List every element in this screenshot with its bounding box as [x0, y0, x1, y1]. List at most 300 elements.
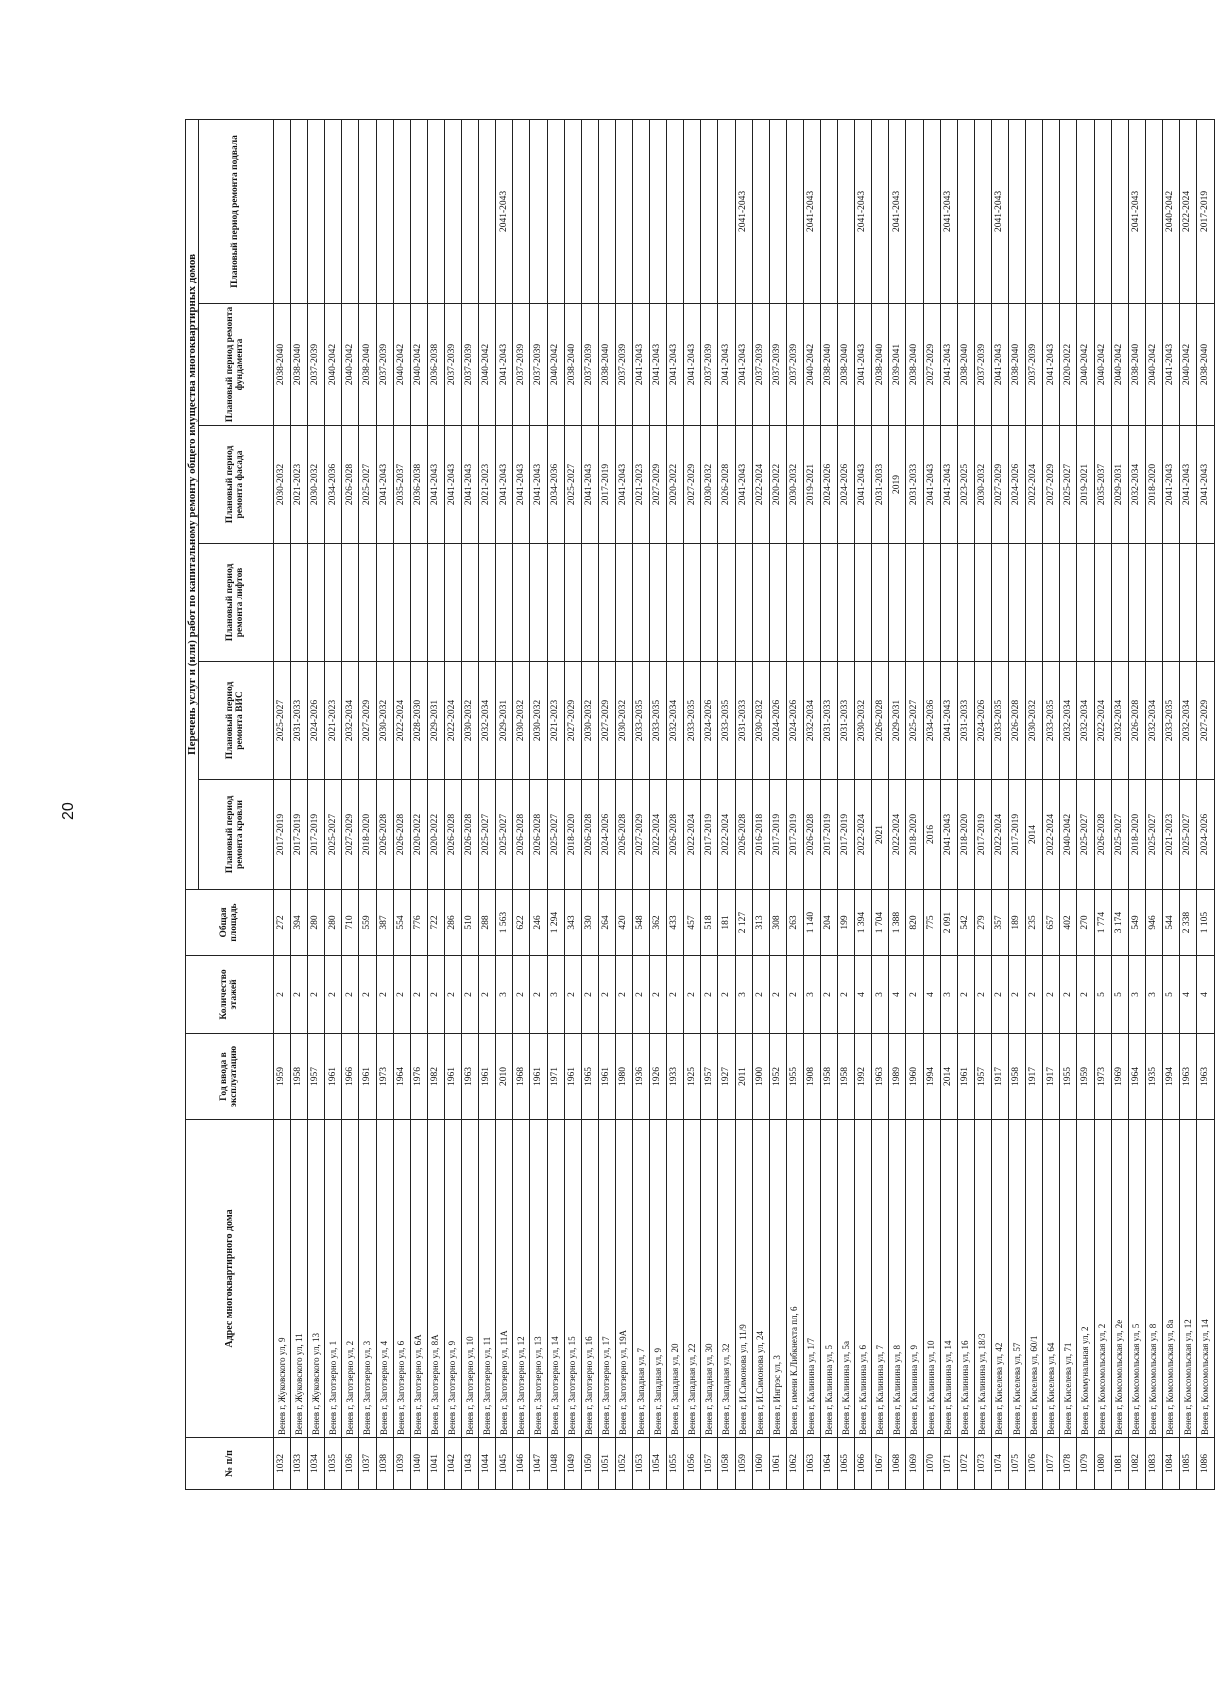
- cell-num: 1066: [855, 1438, 872, 1490]
- cell-lifts: [513, 544, 530, 662]
- cell-engineering: 2031-2033: [821, 662, 838, 780]
- cell-lifts: [1043, 544, 1060, 662]
- cell-floors: 2: [325, 956, 342, 1034]
- cell-floors: 2: [342, 956, 359, 1034]
- cell-num: 1046: [513, 1438, 530, 1490]
- cell-lifts: [1145, 544, 1162, 662]
- cell-area: 710: [342, 890, 359, 956]
- cell-num: 1082: [1128, 1438, 1145, 1490]
- cell-basement: [564, 119, 581, 303]
- cell-basement: 2041-2043: [991, 119, 1008, 303]
- cell-lifts: [427, 544, 444, 662]
- cell-roof: 2017-2019: [786, 780, 803, 890]
- table-row: [410, 119, 427, 1489]
- cell-address: Венев г, Жуковского ул, 11: [291, 1120, 308, 1438]
- cell-address: Венев г, Калинина ул, 6: [855, 1120, 872, 1438]
- cell-address: Венев г, Комсомольская ул, 14: [1197, 1120, 1215, 1438]
- cell-facade: 2036-2038: [410, 426, 427, 544]
- cell-facade: 2032-2034: [1128, 426, 1145, 544]
- cell-num: 1051: [598, 1438, 615, 1490]
- cell-basement: [547, 119, 564, 303]
- table-row: [735, 119, 752, 1489]
- cell-roof: 2024-2026: [1197, 780, 1215, 890]
- cell-facade: 2022-2024: [752, 426, 769, 544]
- cell-num: 1033: [291, 1438, 308, 1490]
- cell-num: 1074: [991, 1438, 1008, 1490]
- cell-lifts: [906, 544, 923, 662]
- table-row: [274, 119, 291, 1489]
- cell-address: Венев г, Комсомольская ул, 8: [1145, 1120, 1162, 1438]
- cell-num: 1054: [650, 1438, 667, 1490]
- cell-num: 1042: [444, 1438, 461, 1490]
- cell-floors: 2: [393, 956, 410, 1034]
- cell-lifts: [1111, 544, 1128, 662]
- cell-address: Венев г, Заготзерно ул, 10: [462, 1120, 479, 1438]
- cell-engineering: 2027-2029: [359, 662, 376, 780]
- cell-num: 1068: [889, 1438, 906, 1490]
- cell-floors: 2: [752, 956, 769, 1034]
- cell-foundation: 2041-2043: [718, 304, 735, 426]
- cell-year: 1969: [1111, 1034, 1128, 1120]
- cell-basement: [479, 119, 496, 303]
- cell-lifts: [547, 544, 564, 662]
- cell-year: 1966: [342, 1034, 359, 1120]
- cell-facade: 2041-2043: [496, 426, 513, 544]
- cell-lifts: [530, 544, 547, 662]
- cell-address: Венев г, Калинина ул, 10: [923, 1120, 940, 1438]
- cell-floors: 4: [855, 956, 872, 1034]
- table-row: [1026, 119, 1043, 1489]
- header-roof: Плановый период ремонта кровли: [199, 780, 274, 890]
- cell-basement: [632, 119, 649, 303]
- cell-floors: 3: [496, 956, 513, 1034]
- cell-floors: 2: [479, 956, 496, 1034]
- cell-engineering: 2033-2035: [1043, 662, 1060, 780]
- cell-floors: 2: [718, 956, 735, 1034]
- cell-roof: 2016-2018: [752, 780, 769, 890]
- cell-facade: 2025-2027: [359, 426, 376, 544]
- cell-area: 279: [974, 890, 991, 956]
- cell-year: 1958: [291, 1034, 308, 1120]
- cell-roof: 2022-2024: [855, 780, 872, 890]
- cell-basement: [359, 119, 376, 303]
- cell-facade: 2023-2025: [957, 426, 974, 544]
- cell-floors: 3: [1128, 956, 1145, 1034]
- cell-roof: 2017-2019: [308, 780, 325, 890]
- cell-facade: 2041-2043: [1162, 426, 1179, 544]
- table-row: [786, 119, 803, 1489]
- cell-area: 272: [274, 890, 291, 956]
- cell-facade: 2041-2043: [462, 426, 479, 544]
- cell-basement: [291, 119, 308, 303]
- rotated-table-wrapper: [185, 120, 1215, 1490]
- cell-address: Венев г, Калинина ул, 1/7: [803, 1120, 820, 1438]
- cell-basement: [1043, 119, 1060, 303]
- cell-basement: 2017-2019: [1197, 119, 1215, 303]
- cell-floors: 2: [684, 956, 701, 1034]
- cell-facade: 2041-2043: [427, 426, 444, 544]
- cell-year: 1917: [1026, 1034, 1043, 1120]
- table-row: [906, 119, 923, 1489]
- cell-facade: 2026-2028: [342, 426, 359, 544]
- cell-area: 1 388: [889, 890, 906, 956]
- cell-foundation: 2037-2039: [974, 304, 991, 426]
- cell-basement: [410, 119, 427, 303]
- cell-facade: 2024-2026: [1009, 426, 1026, 544]
- cell-roof: 2025-2027: [1111, 780, 1128, 890]
- cell-facade: 2025-2027: [564, 426, 581, 544]
- table-row: [530, 119, 547, 1489]
- cell-num: 1034: [308, 1438, 325, 1490]
- cell-basement: [342, 119, 359, 303]
- header-engineering: Плановый период ремонта ВИС: [199, 662, 274, 780]
- cell-floors: 2: [1026, 956, 1043, 1034]
- cell-lifts: [564, 544, 581, 662]
- cell-facade: 2026-2028: [718, 426, 735, 544]
- cell-lifts: [598, 544, 615, 662]
- cell-year: 1961: [564, 1034, 581, 1120]
- cell-facade: 2019-2021: [1077, 426, 1094, 544]
- cell-engineering: 2028-2030: [410, 662, 427, 780]
- cell-floors: 2: [786, 956, 803, 1034]
- cell-basement: 2041-2043: [803, 119, 820, 303]
- cell-lifts: [444, 544, 461, 662]
- cell-facade: 2024-2026: [821, 426, 838, 544]
- cell-basement: 2022-2024: [1179, 119, 1196, 303]
- cell-floors: 2: [650, 956, 667, 1034]
- cell-engineering: 2024-2026: [701, 662, 718, 780]
- cell-floors: 2: [769, 956, 786, 1034]
- cell-address: Венев г, Киселева ул, 57: [1009, 1120, 1026, 1438]
- cell-facade: 2030-2032: [308, 426, 325, 544]
- header-foundation: Плановый период ремонта фундамента: [199, 304, 274, 426]
- cell-foundation: 2038-2040: [274, 304, 291, 426]
- cell-address: Венев г, Заготзерно ул, 16: [581, 1120, 598, 1438]
- cell-roof: 2026-2028: [444, 780, 461, 890]
- cell-foundation: 2037-2039: [581, 304, 598, 426]
- cell-roof: 2021-2023: [1162, 780, 1179, 890]
- cell-year: 1958: [821, 1034, 838, 1120]
- cell-num: 1079: [1077, 1438, 1094, 1490]
- table-row: [889, 119, 906, 1489]
- cell-engineering: 2033-2035: [718, 662, 735, 780]
- cell-engineering: 2032-2034: [1111, 662, 1128, 780]
- cell-engineering: 2041-2043: [940, 662, 957, 780]
- cell-year: 1968: [513, 1034, 530, 1120]
- cell-year: 1955: [1060, 1034, 1077, 1120]
- cell-floors: 2: [1077, 956, 1094, 1034]
- cell-floors: 2: [1009, 956, 1026, 1034]
- cell-area: 420: [615, 890, 632, 956]
- cell-floors: 2: [359, 956, 376, 1034]
- cell-floors: 3: [803, 956, 820, 1034]
- cell-engineering: 2032-2034: [479, 662, 496, 780]
- cell-engineering: 2030-2032: [513, 662, 530, 780]
- cell-num: 1038: [376, 1438, 393, 1490]
- table-row: [752, 119, 769, 1489]
- cell-year: 1955: [786, 1034, 803, 1120]
- cell-basement: [974, 119, 991, 303]
- cell-area: 775: [923, 890, 940, 956]
- cell-num: 1061: [769, 1438, 786, 1490]
- cell-floors: 3: [1145, 956, 1162, 1034]
- cell-year: 1957: [974, 1034, 991, 1120]
- cell-foundation: 2037-2039: [769, 304, 786, 426]
- cell-roof: 2026-2028: [376, 780, 393, 890]
- cell-address: Венев г, Комсомольская ул, 2е: [1111, 1120, 1128, 1438]
- cell-foundation: 2040-2042: [342, 304, 359, 426]
- cell-area: 1 704: [872, 890, 889, 956]
- cell-lifts: [803, 544, 820, 662]
- cell-area: 199: [838, 890, 855, 956]
- cell-floors: 2: [906, 956, 923, 1034]
- cell-address: Венев г, Калинина ул, 16: [957, 1120, 974, 1438]
- table-row: [718, 119, 735, 1489]
- table-row: [615, 119, 632, 1489]
- cell-address: Венев г, Заготзерно ул, 1: [325, 1120, 342, 1438]
- cell-foundation: 2038-2040: [598, 304, 615, 426]
- cell-year: 1989: [889, 1034, 906, 1120]
- cell-basement: [1009, 119, 1026, 303]
- cell-engineering: 2032-2034: [667, 662, 684, 780]
- cell-foundation: 2037-2039: [530, 304, 547, 426]
- cell-address: Венев г, Киселева ул, 60/1: [1026, 1120, 1043, 1438]
- cell-engineering: 2027-2029: [1197, 662, 1215, 780]
- cell-year: 1971: [547, 1034, 564, 1120]
- table-row: [1197, 119, 1215, 1489]
- table-row: [376, 119, 393, 1489]
- cell-address: Венев г, Заготзерно ул, 17: [598, 1120, 615, 1438]
- cell-area: 946: [1145, 890, 1162, 956]
- cell-roof: 2017-2019: [838, 780, 855, 890]
- cell-year: 1960: [906, 1034, 923, 1120]
- cell-facade: 2024-2026: [838, 426, 855, 544]
- cell-engineering: 2030-2032: [615, 662, 632, 780]
- table-row: [701, 119, 718, 1489]
- cell-lifts: [718, 544, 735, 662]
- cell-roof: 2026-2028: [462, 780, 479, 890]
- cell-year: 1961: [325, 1034, 342, 1120]
- cell-basement: 2040-2042: [1162, 119, 1179, 303]
- table-row: [325, 119, 342, 1489]
- cell-lifts: [872, 544, 889, 662]
- cell-engineering: 2031-2033: [838, 662, 855, 780]
- cell-address: Венев г, Комсомольская ул, 12: [1179, 1120, 1196, 1438]
- header-facade: Плановый период ремонта фасада: [199, 426, 274, 544]
- cell-area: 820: [906, 890, 923, 956]
- cell-lifts: [462, 544, 479, 662]
- cell-roof: 2022-2024: [889, 780, 906, 890]
- cell-address: Венев г, Заготзерно ул, 3: [359, 1120, 376, 1438]
- cell-engineering: 2022-2024: [1094, 662, 1111, 780]
- cell-floors: 2: [598, 956, 615, 1034]
- cell-foundation: 2037-2039: [701, 304, 718, 426]
- cell-year: 1965: [581, 1034, 598, 1120]
- cell-foundation: 2039-2041: [889, 304, 906, 426]
- cell-lifts: [632, 544, 649, 662]
- cell-num: 1083: [1145, 1438, 1162, 1490]
- table-row: [479, 119, 496, 1489]
- cell-year: 1994: [1162, 1034, 1179, 1120]
- cell-address: Венев г, Западная ул, 32: [718, 1120, 735, 1438]
- cell-roof: 2021: [872, 780, 889, 890]
- cell-roof: 2017-2019: [701, 780, 718, 890]
- cell-address: Венев г, Киселева ул, 71: [1060, 1120, 1077, 1438]
- cell-engineering: 2033-2035: [650, 662, 667, 780]
- cell-foundation: 2041-2043: [855, 304, 872, 426]
- cell-lifts: [650, 544, 667, 662]
- cell-area: 330: [581, 890, 598, 956]
- cell-roof: 2026-2028: [615, 780, 632, 890]
- cell-roof: 2026-2028: [667, 780, 684, 890]
- cell-num: 1080: [1094, 1438, 1111, 1490]
- cell-lifts: [889, 544, 906, 662]
- cell-foundation: 2038-2040: [359, 304, 376, 426]
- cell-roof: 2018-2020: [564, 780, 581, 890]
- cell-year: 1936: [632, 1034, 649, 1120]
- cell-address: Венев г, Заготзерно ул, 12: [513, 1120, 530, 1438]
- cell-basement: [786, 119, 803, 303]
- cell-facade: 2025-2027: [1060, 426, 1077, 544]
- cell-year: 1976: [410, 1034, 427, 1120]
- table-row: [496, 119, 513, 1489]
- cell-roof: 2025-2027: [1077, 780, 1094, 890]
- cell-year: 1961: [598, 1034, 615, 1120]
- cell-year: 1982: [427, 1034, 444, 1120]
- cell-year: 1980: [615, 1034, 632, 1120]
- cell-foundation: 2037-2039: [752, 304, 769, 426]
- cell-num: 1056: [684, 1438, 701, 1490]
- cell-year: 1964: [1128, 1034, 1145, 1120]
- table-row: [974, 119, 991, 1489]
- cell-foundation: 2037-2039: [786, 304, 803, 426]
- table-row: [291, 119, 308, 1489]
- cell-year: 1961: [479, 1034, 496, 1120]
- cell-foundation: 2041-2043: [667, 304, 684, 426]
- cell-basement: [821, 119, 838, 303]
- cell-floors: 2: [991, 956, 1008, 1034]
- cell-area: 2 127: [735, 890, 752, 956]
- cell-lifts: [496, 544, 513, 662]
- cell-foundation: 2038-2040: [564, 304, 581, 426]
- cell-area: 1 394: [855, 890, 872, 956]
- cell-lifts: [342, 544, 359, 662]
- cell-area: 308: [769, 890, 786, 956]
- cell-floors: 2: [274, 956, 291, 1034]
- cell-roof: 2016: [923, 780, 940, 890]
- cell-facade: 2021-2023: [291, 426, 308, 544]
- cell-area: 2 338: [1179, 890, 1196, 956]
- cell-roof: 2017-2019: [291, 780, 308, 890]
- cell-roof: 2024-2026: [598, 780, 615, 890]
- cell-lifts: [991, 544, 1008, 662]
- cell-area: 433: [667, 890, 684, 956]
- cell-foundation: 2040-2042: [393, 304, 410, 426]
- cell-roof: 2026-2028: [735, 780, 752, 890]
- cell-floors: 2: [957, 956, 974, 1034]
- cell-num: 1041: [427, 1438, 444, 1490]
- cell-roof: 2026-2028: [513, 780, 530, 890]
- cell-year: 2010: [496, 1034, 513, 1120]
- cell-engineering: 2032-2034: [803, 662, 820, 780]
- cell-floors: 2: [427, 956, 444, 1034]
- cell-lifts: [1094, 544, 1111, 662]
- cell-address: Венев г, Калинина ул, 18/3: [974, 1120, 991, 1438]
- cell-area: 776: [410, 890, 427, 956]
- cell-address: Венев г, Заготзерно ул, 19А: [615, 1120, 632, 1438]
- cell-area: 402: [1060, 890, 1077, 956]
- cell-year: 1992: [855, 1034, 872, 1120]
- cell-engineering: 2026-2028: [1009, 662, 1026, 780]
- cell-engineering: 2032-2034: [1179, 662, 1196, 780]
- cell-facade: 2030-2032: [786, 426, 803, 544]
- cell-area: 235: [1026, 890, 1043, 956]
- cell-lifts: [581, 544, 598, 662]
- cell-roof: 2020-2022: [410, 780, 427, 890]
- cell-foundation: 2041-2043: [496, 304, 513, 426]
- cell-basement: [667, 119, 684, 303]
- cell-address: Венев г, Западная ул, 7: [632, 1120, 649, 1438]
- cell-year: 1961: [530, 1034, 547, 1120]
- cell-lifts: [940, 544, 957, 662]
- cell-lifts: [308, 544, 325, 662]
- cell-facade: 2029-2031: [1111, 426, 1128, 544]
- cell-floors: 2: [701, 956, 718, 1034]
- cell-num: 1067: [872, 1438, 889, 1490]
- cell-year: 1927: [718, 1034, 735, 1120]
- cell-basement: [615, 119, 632, 303]
- cell-area: 559: [359, 890, 376, 956]
- cell-roof: 2018-2020: [1128, 780, 1145, 890]
- cell-num: 1045: [496, 1438, 513, 1490]
- cell-basement: [308, 119, 325, 303]
- cell-floors: 5: [1162, 956, 1179, 1034]
- table-row: [1043, 119, 1060, 1489]
- cell-engineering: 2024-2026: [786, 662, 803, 780]
- cell-basement: [701, 119, 718, 303]
- cell-address: Венев г, Калинина ул, 14: [940, 1120, 957, 1438]
- table-row: [1145, 119, 1162, 1489]
- cell-address: Венев г, Калинина ул, 8: [889, 1120, 906, 1438]
- cell-engineering: 2024-2026: [769, 662, 786, 780]
- cell-foundation: 2020-2022: [1060, 304, 1077, 426]
- header-year: Год ввода в эксплуатацию: [186, 1034, 274, 1120]
- cell-year: 1959: [1077, 1034, 1094, 1120]
- cell-foundation: 2040-2042: [1145, 304, 1162, 426]
- cell-address: Венев г, Жуковского ул, 9: [274, 1120, 291, 1438]
- cell-num: 1053: [632, 1438, 649, 1490]
- table-row: [650, 119, 667, 1489]
- cell-year: 1933: [667, 1034, 684, 1120]
- cell-facade: 2017-2019: [598, 426, 615, 544]
- header-lifts: Плановый период ремонта лифтов: [199, 544, 274, 662]
- cell-lifts: [479, 544, 496, 662]
- cell-floors: 3: [735, 956, 752, 1034]
- cell-year: 2014: [940, 1034, 957, 1120]
- cell-address: Венев г, Заготзерно ул, 13: [530, 1120, 547, 1438]
- cell-address: Венев г, Западная ул, 9: [650, 1120, 667, 1438]
- cell-lifts: [1060, 544, 1077, 662]
- cell-foundation: 2041-2043: [991, 304, 1008, 426]
- cell-foundation: 2038-2040: [957, 304, 974, 426]
- cell-basement: [581, 119, 598, 303]
- capital-repair-table: [185, 119, 1215, 1490]
- cell-area: 313: [752, 890, 769, 956]
- cell-lifts: [274, 544, 291, 662]
- cell-num: 1032: [274, 1438, 291, 1490]
- cell-basement: 2041-2043: [496, 119, 513, 303]
- cell-lifts: [974, 544, 991, 662]
